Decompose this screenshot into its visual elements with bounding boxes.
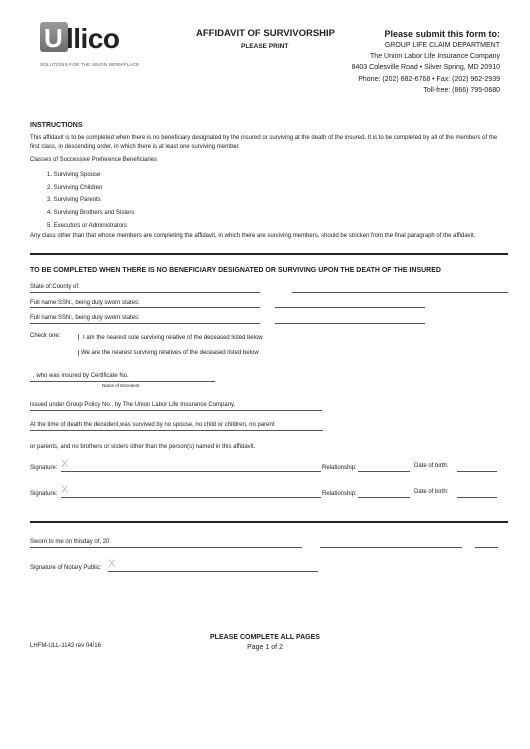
list-item: 5. Executors or Administrators: [47, 222, 128, 229]
logo-mark: [40, 22, 68, 52]
submit-line: The Union Labor Life Insurance Company: [370, 53, 500, 61]
full-name-label: Full name:SSN:, being duly sworn states:: [30, 300, 140, 306]
sign-here-x-icon: X: [108, 558, 116, 570]
option-relatives-label: We are the nearest surviving relatives of the deceased listed below: [81, 350, 259, 356]
dob-field[interactable]: [457, 471, 497, 472]
logo-tagline: SOLUTIONS FOR THE UNION WORKPLACE: [40, 62, 140, 67]
policy-field[interactable]: [30, 410, 322, 411]
relationship-label: Relationship:: [322, 491, 357, 497]
submit-line: Phone: (202) 682-6768 • Fax: (202) 962-2939: [358, 75, 500, 83]
form-subtitle: PLEASE PRINT: [241, 43, 289, 50]
signature-label: Signature:: [30, 491, 58, 497]
decedent-caption: Name of Decedent: [102, 383, 140, 388]
list-item: 3. Surviving Parents: [47, 197, 101, 204]
notary-signature-field[interactable]: [108, 571, 318, 572]
dob-label: Date of birth:: [414, 489, 449, 495]
submit-address-block: [352, 28, 500, 96]
submit-heading: Please submit this form to:: [384, 29, 500, 39]
full-name-field[interactable]: [30, 307, 260, 308]
dob-field[interactable]: [457, 497, 497, 498]
state-county-label: State of:County of:: [30, 284, 80, 290]
ssn-field[interactable]: [275, 307, 425, 308]
submit-line: 8403 Colesville Road • Silver Spring, MD 20910: [351, 64, 500, 72]
instructions-paragraph: This affidavit is to be completed when there is no beneficiary designated by the insured or surviving at the death of the insured. It is to be completed by all of the members of the first class, in descending order, in which there is at least one surviving member.: [30, 135, 498, 150]
list-item: 1. Surviving Spouse: [47, 172, 101, 178]
state-field[interactable]: [30, 292, 260, 293]
dob-label: Date of birth:: [414, 463, 449, 469]
page-number: Page 1 of 2: [247, 644, 283, 651]
sworn-label: Sworn to me on thisday of, 20: [30, 539, 110, 545]
classes-list: [47, 169, 134, 233]
county-field[interactable]: [292, 292, 508, 293]
sworn-year-field[interactable]: [475, 547, 498, 548]
ssn-field[interactable]: [275, 323, 425, 324]
section-divider: [30, 253, 508, 255]
logo-wordmark: llico: [66, 23, 120, 54]
form-section-title: TO BE COMPLETED WHEN THERE IS NO BENEFICIARY DESIGNATED OR SURVIVING UPON THE DEATH OF THE INSURED: [30, 267, 441, 274]
parents-statement: or parents, and no brothers or sisters other than the person(s) named in this affidavit.: [30, 444, 256, 450]
check-one-label: Check one:: [30, 333, 61, 339]
section-divider: [30, 521, 508, 523]
signature-label: Signature:: [30, 465, 58, 471]
policy-label: issued under Group Policy No., by The Union Labor Life Insurance Company.: [30, 402, 236, 408]
relationship-field[interactable]: [358, 471, 410, 472]
complete-all-pages: PLEASE COMPLETE ALL PAGES: [210, 634, 320, 641]
stricken-note: Any class other than that whose members are completing the affidavit, in which there are surviving members, should be stricken from the final paragraph of the affidavit.: [30, 233, 476, 239]
form-title: AFFIDAVIT OF SURVIVORSHIP: [196, 28, 335, 39]
relationship-field[interactable]: [358, 497, 410, 498]
signature-field[interactable]: [61, 497, 321, 498]
relationship-label: Relationship:: [322, 465, 357, 471]
insured-label: , who was insured by Certificate No.: [33, 373, 129, 379]
sign-here-x-icon: X: [61, 484, 69, 496]
sign-here-x-icon: X: [61, 458, 69, 470]
sworn-day-field[interactable]: [30, 547, 302, 548]
list-item: 2. Surviving Children: [47, 184, 103, 191]
signature-field[interactable]: [61, 471, 321, 472]
option-sole-label: I am the nearest sole surviving relative of the deceased listed below: [83, 335, 263, 341]
death-statement: At the time of death the decedent,was survived by no spouse, no child or children, no parent: [30, 422, 275, 428]
full-name-field[interactable]: [30, 323, 260, 324]
instructions-heading: INSTRUCTIONS: [30, 122, 83, 129]
decedent-name-field[interactable]: [30, 430, 323, 431]
logo-letter: U: [44, 23, 63, 53]
decedent-field[interactable]: [30, 381, 215, 382]
sworn-month-field[interactable]: [320, 547, 462, 548]
form-code: LHFM-ULL-1142 rev 04/16: [30, 643, 101, 649]
notary-signature-label: Signature of Notary Public:: [30, 565, 102, 571]
classes-label: Classes of Successive Preference Beneficiaries: [30, 157, 158, 163]
full-name-label: Full name:SSN:, being duly sworn states:: [30, 315, 140, 321]
list-item: 4. Surviving Brothers and Sisters: [47, 210, 135, 217]
submit-line: GROUP LIFE CLAIM DEPARTMENT: [384, 42, 500, 49]
submit-line: Toll-free: (866) 795-0680: [423, 86, 500, 94]
